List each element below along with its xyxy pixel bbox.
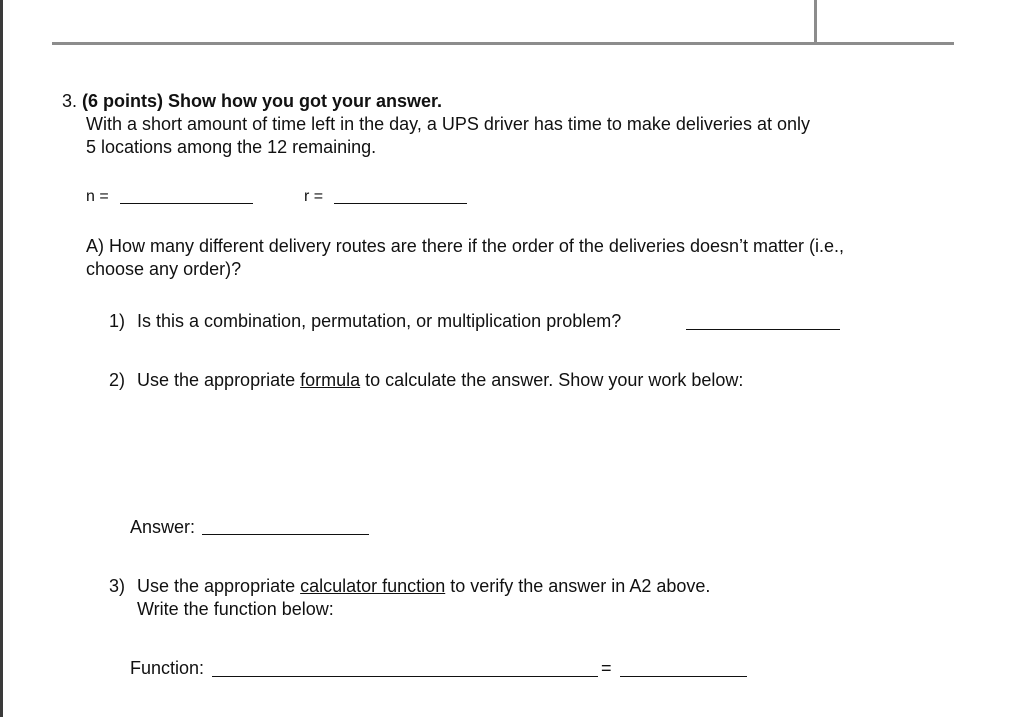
- equals-sign: =: [601, 658, 612, 678]
- function-label: Function:: [130, 658, 205, 678]
- function-result-blank[interactable]: [620, 676, 747, 677]
- q3-number: 3): [109, 576, 126, 596]
- q3-text: [137, 575, 710, 597]
- question-number: 3.: [62, 91, 78, 111]
- partA-text-line2: choose any order)?: [86, 259, 242, 279]
- question-points: (6 points) Show how you got your answer.: [82, 91, 443, 111]
- function-blank-1[interactable]: [212, 676, 436, 677]
- question-header: [62, 90, 442, 112]
- r-label: r =: [304, 188, 324, 205]
- function-blank-2[interactable]: [436, 676, 598, 677]
- q2-text-post: to calculate the answer. Show your work below:: [365, 370, 744, 390]
- q3-text-pre: Use the appropriate: [137, 576, 296, 596]
- q2-text-pre: Use the appropriate: [137, 370, 296, 390]
- q1-text: Is this a combination, permutation, or multiplication problem?: [137, 311, 622, 331]
- question-text-line2: 5 locations among the 12 remaining.: [86, 137, 377, 157]
- q2-formula-link: formula: [300, 370, 361, 390]
- q3-text-line2: Write the function below:: [137, 599, 334, 619]
- q3-text-post: to verify the answer in A2 above.: [450, 576, 711, 596]
- q1-answer-blank[interactable]: [686, 329, 840, 330]
- q3-calculator-function-link: calculator function: [300, 576, 446, 596]
- q1-number: 1): [109, 311, 126, 331]
- answer-blank[interactable]: [202, 534, 369, 535]
- r-answer-blank[interactable]: [334, 203, 467, 204]
- partA-text-line1: A) How many different delivery routes are there if the order of the deliveries doesn’t matter (i.e.,: [86, 236, 845, 256]
- answer-label: Answer:: [130, 517, 196, 537]
- top-divider: [52, 42, 954, 45]
- q2-number: 2): [109, 370, 126, 390]
- page-left-border: [0, 0, 3, 717]
- question-text-line1: With a short amount of time left in the day, a UPS driver has time to make deliveries at only: [86, 114, 810, 134]
- q2-text: [137, 369, 743, 391]
- n-answer-blank[interactable]: [120, 203, 253, 204]
- n-label: n =: [86, 188, 109, 205]
- top-divider-tick: [814, 0, 817, 45]
